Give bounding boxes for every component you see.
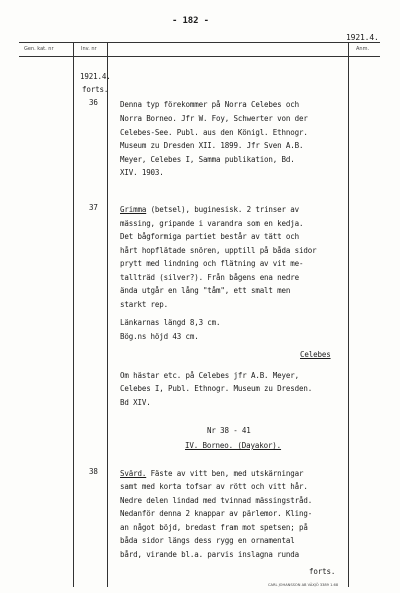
entry-37-measure: Länkarnas längd 8,3 cm. <box>120 318 221 327</box>
entry-37-line: ända utgår en lång "tåm", ett smalt men <box>120 286 291 295</box>
col-header-anm: Anm. <box>356 46 370 52</box>
entry-38-continued-mark: forts. <box>309 567 336 576</box>
entry-37-note: Bd XIV. <box>120 398 151 407</box>
entry-38-line: an något böjd, bredast fram mot spetsen; på <box>120 523 308 532</box>
entry-37-title: Grimma <box>120 205 147 214</box>
entry-37-first-line <box>120 205 299 214</box>
entry-37-line: starkt rep. <box>120 300 169 309</box>
entry-36-line: Museum zu Dresden XII. 1899. Jfr Sven A.B. <box>120 141 304 150</box>
entry-36-line: XIV. 1903. <box>120 168 164 177</box>
entry-38-line: bård, virande bl.a. parvis inslagna runda <box>120 550 299 559</box>
entry-38-line: båda sidor längs dess rygg en ornamental <box>120 536 295 545</box>
entry-number-38: 38 <box>89 467 98 476</box>
col-rule-1 <box>73 42 74 587</box>
entry-37-note: Om hästar etc. på Celebes jfr A.B. Meyer, <box>120 371 299 380</box>
entry-36-line: Denna typ förekommer på Norra Celebes och <box>120 100 299 109</box>
entry-38-line: Nedanför denna 2 knappar av pärlemor. Kling- <box>120 509 313 518</box>
entry-37-line: tallträd (silver?). Från bågens ena nedre <box>120 273 299 282</box>
entry-36-line: Norra Borneo. Jfr W. Foy, Schwerter von der <box>120 114 308 123</box>
entry-38-line: Nedre delen lindad med tvinnad mässingstråd. <box>120 496 313 505</box>
entry-37-line: mässing, gripande i varandra som en kedja. <box>120 219 304 228</box>
section-title <box>185 441 281 450</box>
entry-37-measure: Bög.ns höjd 43 cm. <box>120 332 199 341</box>
entry-36-line: Meyer, Celebes I, Samma publikation, Bd. <box>120 155 295 164</box>
entry-38-line: samt med korta tofsar av rött och vitt hår. <box>120 482 308 491</box>
entry-37-note: Celebes I, Publ. Ethnogr. Museum zu Dresden. <box>120 384 313 393</box>
entry-37-line: Det bågformiga partiet består av tätt och <box>120 232 299 241</box>
entry-number-37: 37 <box>89 203 98 212</box>
entry-38-first-line <box>120 469 303 478</box>
printer-imprint: CARL JOHANSSON AB VÄXJÖ 3389 1.68 <box>268 583 339 587</box>
section-title-text: IV. Borneo. (Dayakor). <box>185 441 282 450</box>
col-header-gen: Gen. kat. nr <box>24 46 54 52</box>
col-rule-3 <box>348 42 349 587</box>
entry-38-line: Fäste av vitt ben, med utskärningar <box>146 469 304 478</box>
col-header-inv: Inv. nr <box>81 46 97 52</box>
entry-37-line: prytt med lindning och flätning av vit me- <box>120 259 304 268</box>
entry-36-line: Celebes-See. Publ. aus den Königl. Ethnogr. <box>120 128 308 137</box>
entry-number-36: 36 <box>89 98 98 107</box>
page-number: - 182 - <box>172 16 209 26</box>
entry-38-title: Svärd. <box>120 469 147 478</box>
entry-date: 1921.4. <box>80 72 111 81</box>
entry-37-line: hårt hopflätade snören, upptill på båda sidor <box>120 246 317 255</box>
entry-continued-mark: forts. <box>82 85 109 94</box>
date-header: 1921.4. <box>346 33 379 42</box>
section-range: Nr 38 - 41 <box>207 426 251 435</box>
col-rule-2 <box>107 42 108 587</box>
entry-37-region-label: Celebes <box>300 350 331 359</box>
entry-37-line: (betsel), buginesisk. 2 trinser av <box>146 205 299 214</box>
